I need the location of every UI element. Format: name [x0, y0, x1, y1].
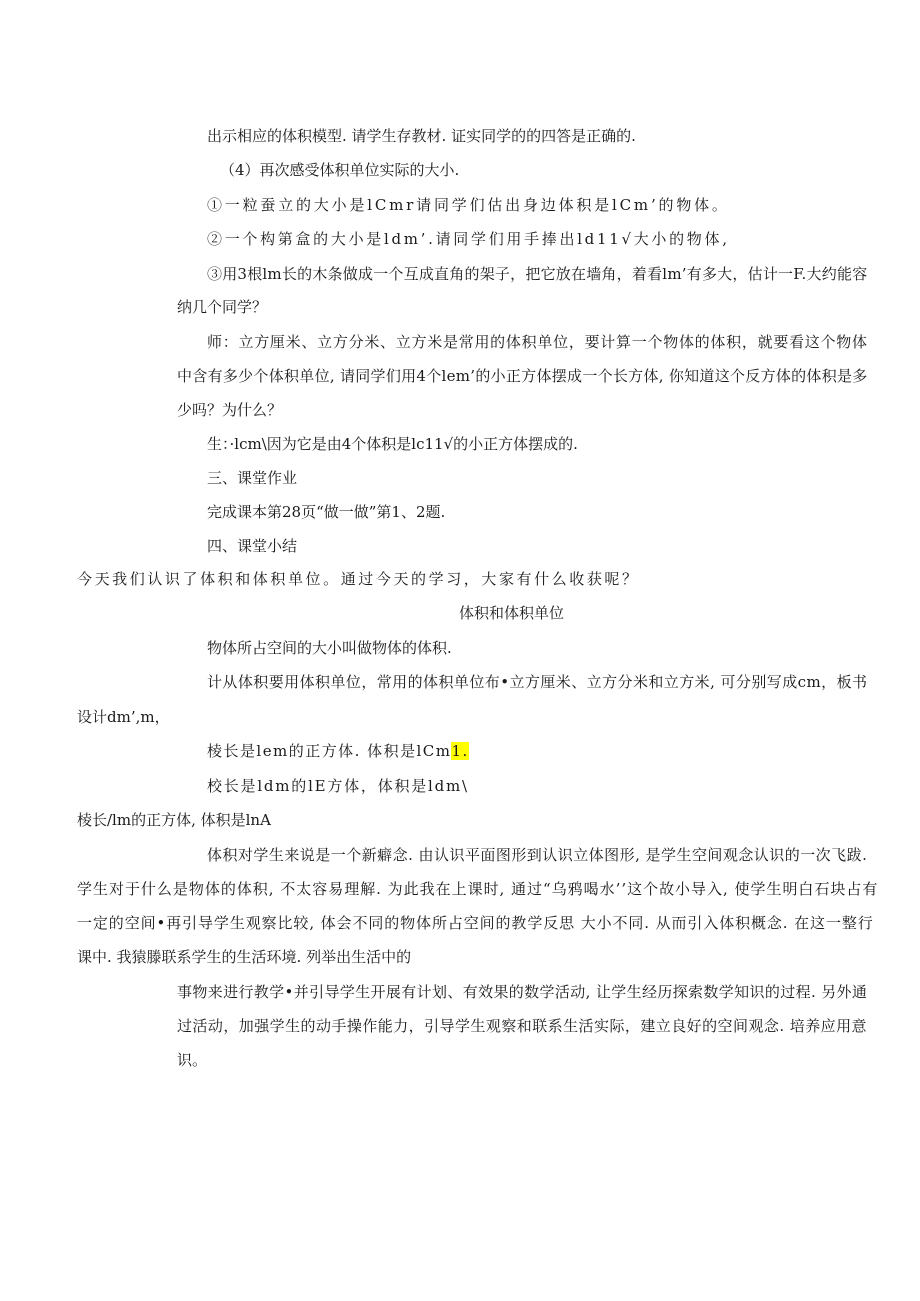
board-design-title: 体积和体积单位 [459, 604, 565, 622]
reflection-line-1: 体积对学生来说是一个新癖念. 由认识平面图形到认识立体图形, 是学生空间观念认识的一次飞跋. [207, 846, 868, 864]
board-line-units-cont: 设计dm’,m， [77, 708, 170, 726]
board-line-units: 计从体积要用体积单位，常用的体积单位布•立方厘米、立方分米和立方米, 可分别写成cm，板书 [207, 673, 868, 691]
board-line-definition: 物体所占空间的大小叫做物体的体积. [207, 639, 452, 657]
text-line-teacher-cont-2: 少吗？为什么？ [177, 401, 283, 419]
text-line-item-3: ③用3根lm长的木条做成一个互成直角的架子，把它放在墙角，着看lm’有多大，估计一F.大约能容 [207, 265, 868, 283]
text-line-homework: 完成课本第28页“做一做”第1、2题. [207, 503, 446, 521]
reflection-line-2: 学生对于什么是物体的体积, 不太容易理解. 为此我在上课时, 通过“乌鸦喝水’’这个故小导入, 使学生明白石块占有 [77, 880, 879, 898]
text-line-step-4: （4）再次感受体积单位实际的大小. [220, 161, 460, 179]
text-line-teacher: 师：立方厘米、立方分米、立方米是常用的体积单位，要计算一个物体的体积，就要看这个物体 [207, 333, 868, 351]
reflection-line-4: 课中. 我猿滕联系学生的生活环境. 列举出生活中的 [77, 948, 412, 966]
board-line-dm-cube: 校长是ldm的lE方体，体积是ldm\ [207, 777, 469, 795]
text-line-summary: 今天我们认识了体积和体积单位。通过今天的学习，大家有什么收获呢？ [77, 570, 640, 588]
text-line-student: 生：·lcm\因为它是由4个体积是lc11√的小正方体摆成的. [207, 435, 578, 453]
reflection-line-3: 一定的空间•再引导学生观察比较, 体会不同的物体所占空间的教学反思 大小不同. 从而引入体积概念. 在这一整行 [77, 914, 874, 932]
text-line-item-1: ①一粒蚕立的大小是lCmr请同学们估出身边体积是lCm’的物体。 [207, 196, 730, 214]
section-heading-summary: 四、课堂小结 [207, 537, 298, 555]
reflection-line-6: 过活动，加强学生的动手操作能力，引导学生观察和联系生活实际，建立良好的空间观念. 培养应用意 [177, 1017, 867, 1035]
board-line-cm-cube [207, 741, 469, 761]
text-line-item-2: ②一个构第盒的大小是ldm’.请同学们用手捧出ld11√大小的物体, [207, 230, 730, 248]
text-line-model-intro: 出示相应的体积模型. 请学生存教材. 证实同学的的四答是正确的. [207, 127, 636, 145]
board-line-cm-cube-text: 棱长是lem的正方体. 体积是lCm [207, 742, 452, 760]
highlighted-text: 1. [451, 742, 469, 760]
board-line-m-cube: 棱长/lm的正方体, 体积是lnA [77, 811, 271, 829]
section-heading-homework: 三、课堂作业 [207, 469, 298, 487]
reflection-line-5: 事物来进行教学•并引导学生开展有计划、有效果的数学活动, 让学生经历探索数学知识的过程. 另外通 [177, 983, 868, 1001]
reflection-line-7: 识。 [177, 1051, 208, 1069]
text-line-item-3-cont: 纳几个同学？ [177, 298, 268, 316]
text-line-teacher-cont-1: 中含有多少个体积单位, 请同学们用4个lem’的小正方体摆成一个长方体, 你知道这个反方体的体积是多 [177, 367, 868, 385]
